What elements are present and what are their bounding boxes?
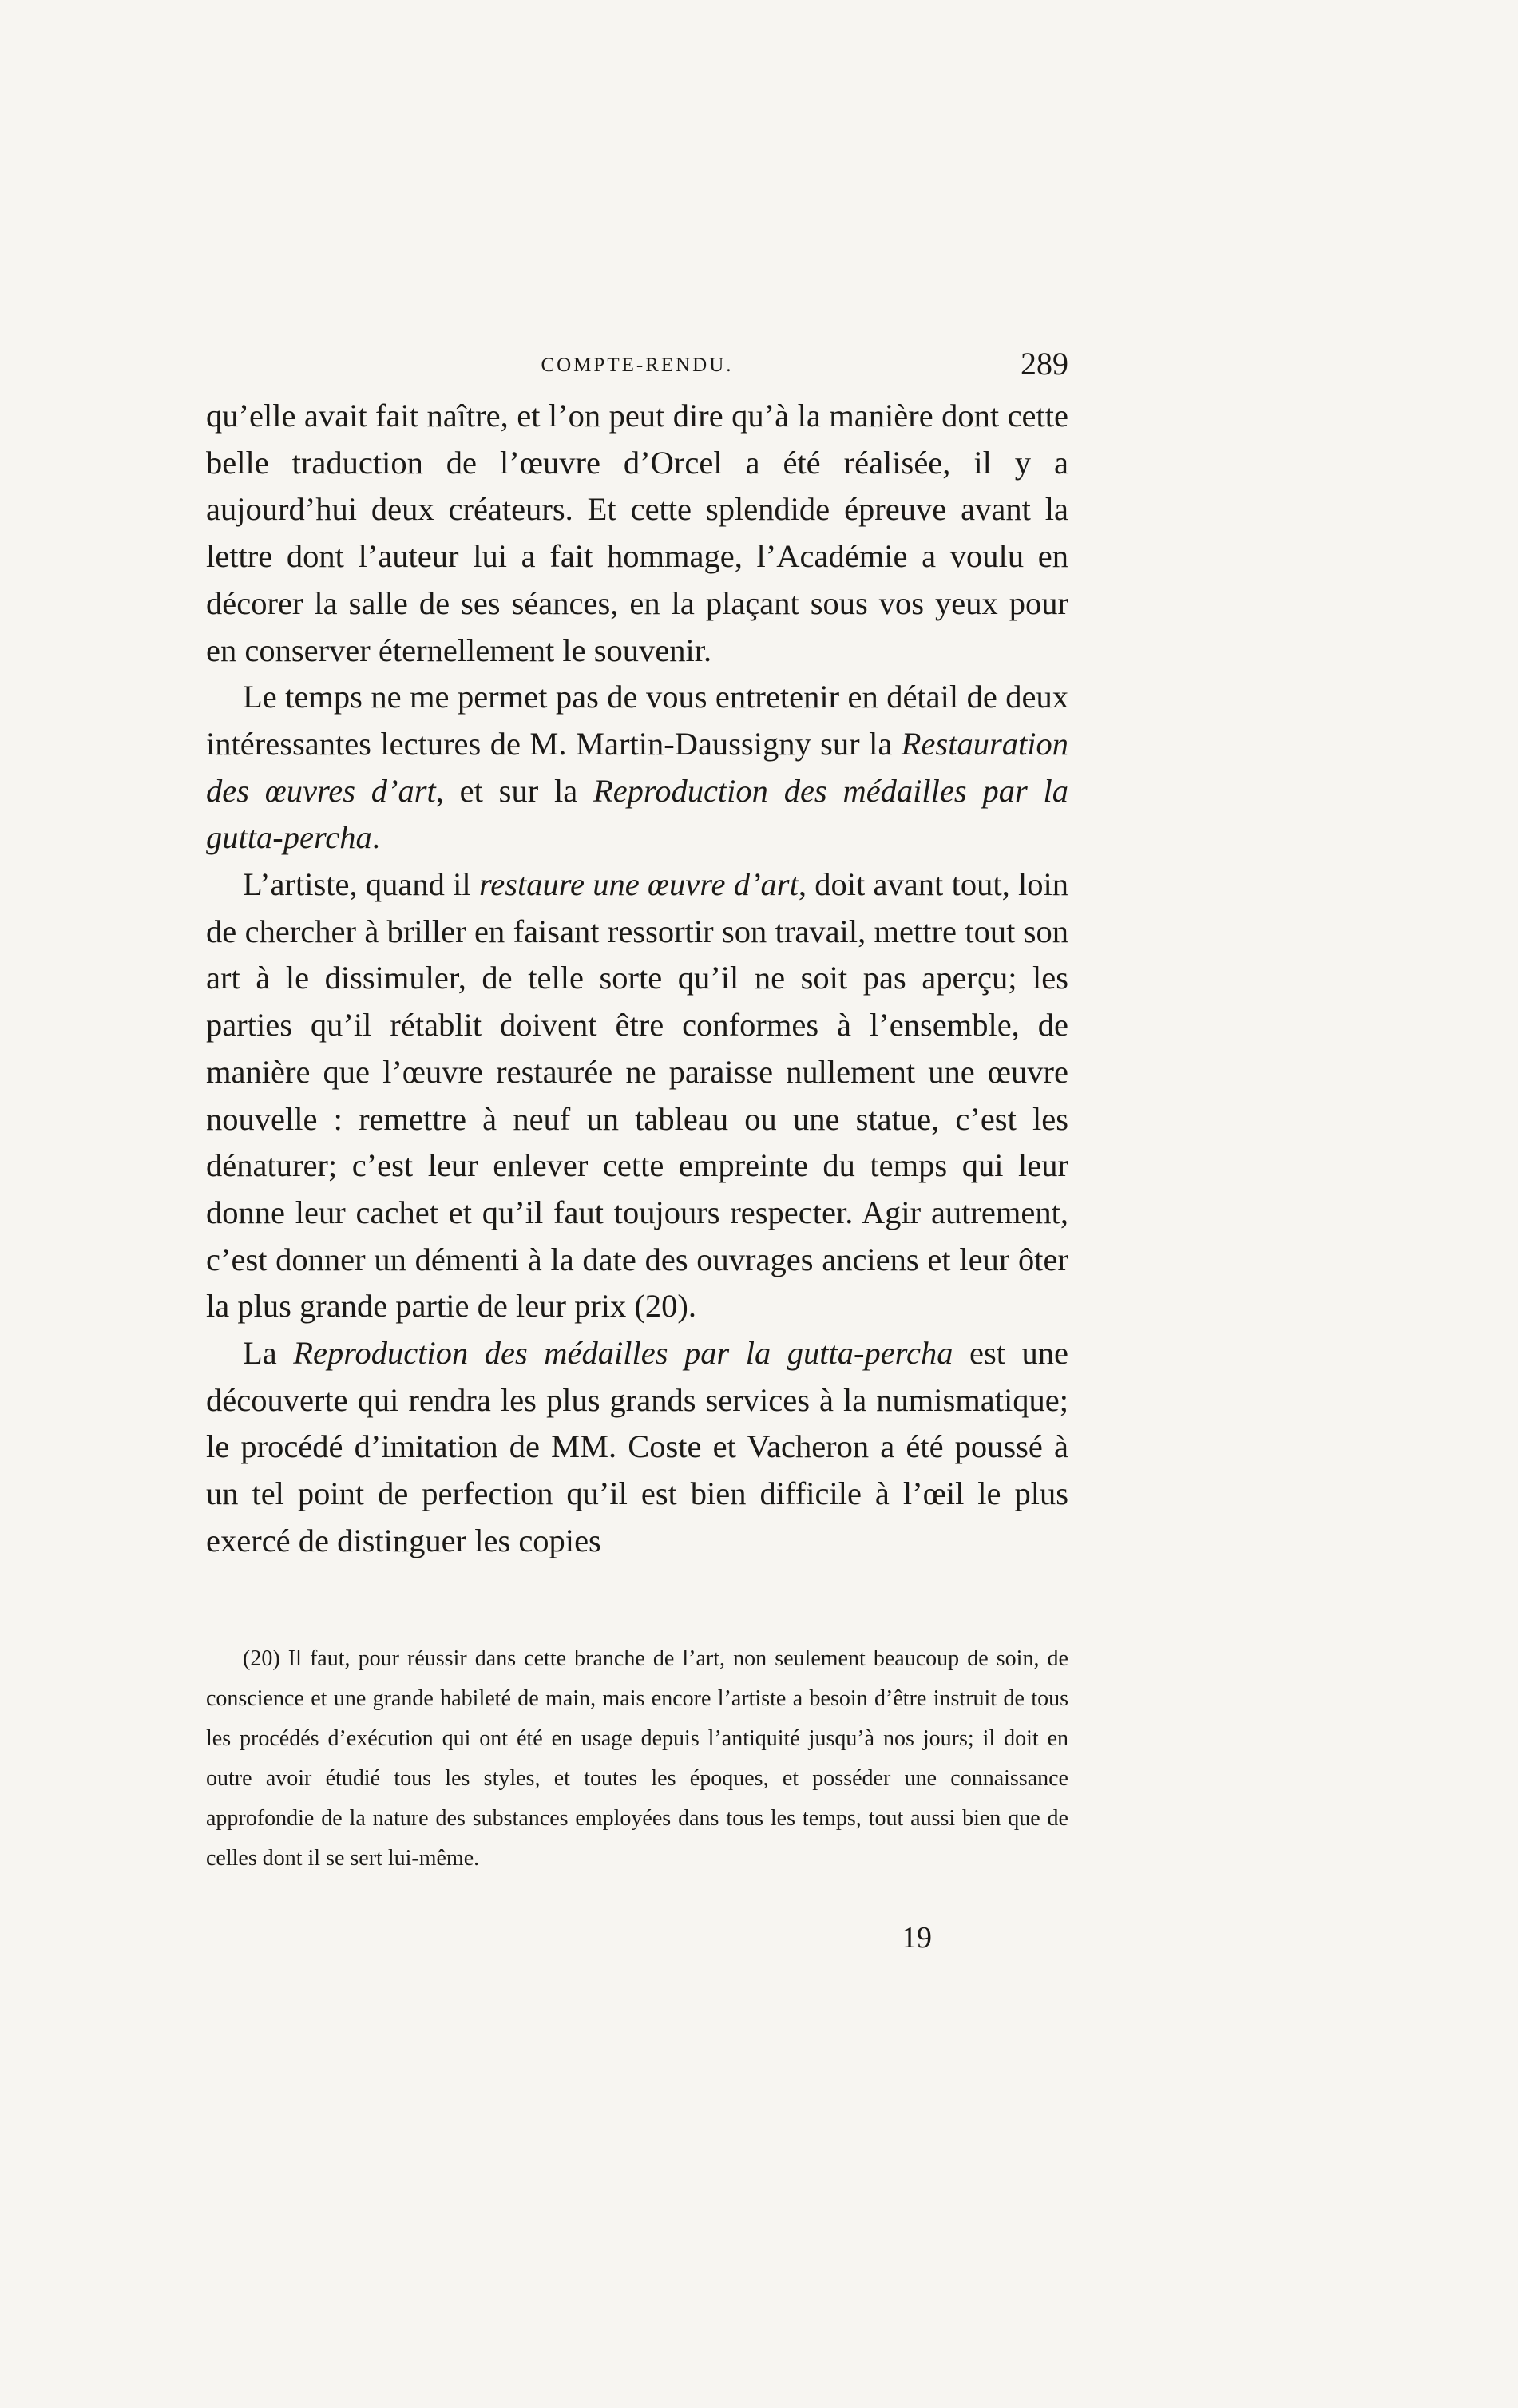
- paragraph-reproduction: [206, 1330, 1068, 1565]
- paragraph-artiste-text-c: , doit avant tout, loin de chercher à briller en faisant ressortir son travail, mettre tout son art à le dissimuler, de telle sorte qu’il ne soit pas aperçu; les parties qu’il rétablit doivent être conformes à l’ensemble, de manière que l’œuvre restaurée ne paraisse nullement une œuvre nouvelle : remettre à neuf un tableau ou une statue, c’est les dénaturer; c’est leur enlever cette empreinte du temps qui leur donne leur cachet et qu’il faut toujours respecter. Agir autrement, c’est donner un démenti à la date des ouvrages anciens et leur ôter la plus grande partie de leur prix (20).: [206, 866, 1069, 1325]
- paragraph-reproduction-text-a: La: [243, 1335, 294, 1372]
- paragraph-lectures-text-c: , et sur la: [435, 772, 593, 809]
- paragraph-lectures: [206, 674, 1068, 861]
- paragraph-artiste-text-a: L’artiste, quand il: [243, 866, 479, 903]
- paragraph-artiste-emphasis: restaure une œuvre d’art: [478, 866, 799, 903]
- body-text: [206, 393, 1068, 1565]
- paragraph-lectures-text-a: Le temps ne me permet pas de vous entretenir en détail de deux intéressantes lectures de M. Martin-Daussigny sur la: [206, 679, 1068, 762]
- paragraph-continued: qu’elle avait fait naître, et l’on peut dire qu’à la manière dont cette belle traduction de l’œuvre d’Orcel a été réalisée, il y a aujourd’hui deux créateurs. Et cette splendide épreuve avant la lettre dont l’auteur lui a fait hommage, l’Académie a voulu en décorer la salle de ses séances, en la plaçant sous vos yeux pour en conserver éternellement le souvenir.: [206, 398, 1068, 668]
- paragraph-lectures-title-reproduction: Reproduction des médailles par la gutta-percha: [206, 772, 1068, 856]
- running-head: [206, 345, 1068, 393]
- paragraph-artiste: [206, 861, 1068, 1330]
- footnote-20: (20) Il faut, pour réussir dans cette branche de l’art, non seulement beaucoup de soin, de conscience et une grande habileté de main, mais encore l’artiste a besoin d’être instruit de tous les procédés d’exécution qui ont été en usage depuis l’antiquité jusqu’à nos jours; il doit en outre avoir étudié tous les styles, et toutes les époques, et posséder une connaissance approfondie de la nature des substances employées dans tous les temps, tout aussi bien que de celles dont il se sert lui-même.: [206, 1646, 1068, 1871]
- paragraph-lectures-text-e: .: [371, 819, 380, 856]
- paragraph-lectures-title-restauration: Restauration des œuvres d’art: [206, 725, 1068, 809]
- paragraph-reproduction-text-c: est une découverte qui rendra les plus grands services à la numismatique; le procédé d’imitation de MM. Coste et Vacheron a été poussé à un tel point de perfection qu’il est bien difficile à l’œil le plus exercé de distinguer les copies: [206, 1335, 1069, 1558]
- signature-mark: 19: [902, 1921, 932, 1955]
- footnote: [206, 1639, 1068, 1879]
- page-number: 289: [1021, 346, 1068, 382]
- running-title: COMPTE-RENDU.: [541, 354, 734, 376]
- paragraph-reproduction-title: Reproduction des médailles par la gutta-percha: [293, 1335, 953, 1372]
